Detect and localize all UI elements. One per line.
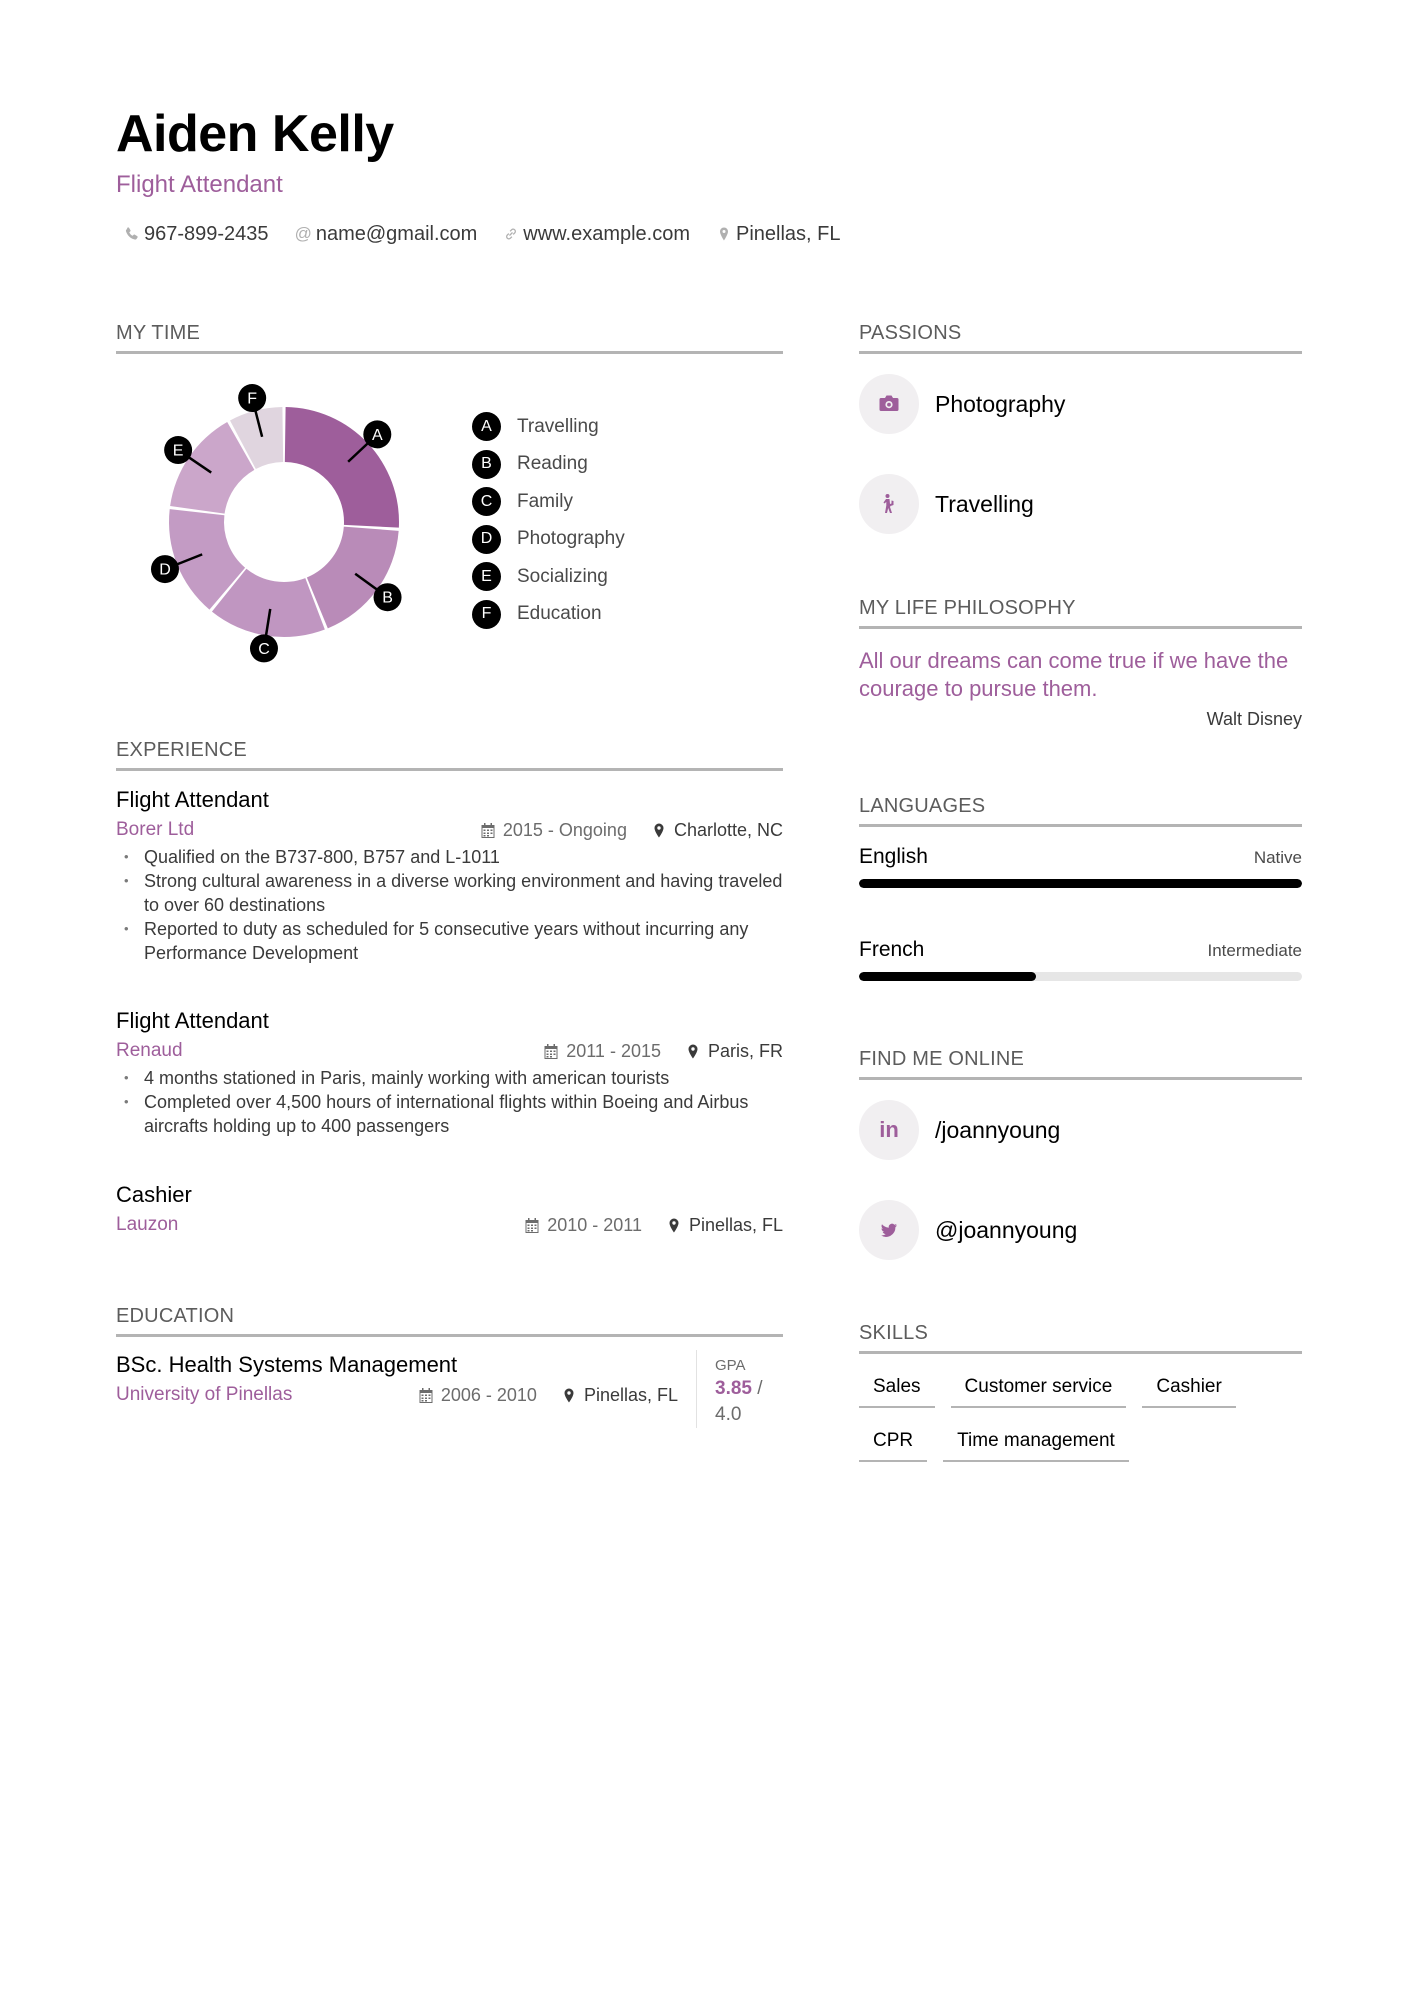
section-divider	[859, 824, 1302, 827]
legend-marker: A	[472, 412, 501, 441]
job-location-text: Paris, FR	[707, 1040, 783, 1061]
legend-marker: B	[472, 450, 501, 479]
section-title: MY LIFE PHILOSOPHY	[859, 597, 1076, 619]
calendar-icon	[418, 1387, 434, 1404]
candidate-title: Flight Attendant	[116, 171, 283, 198]
passion-label: Travelling	[935, 490, 1034, 517]
gpa-score: 3.85	[715, 1378, 752, 1399]
location-pin-icon	[685, 1043, 701, 1060]
phone-icon	[124, 226, 140, 242]
contact-location-text: Pinellas, FL	[736, 223, 841, 245]
svg-text:D: D	[159, 561, 171, 579]
language-proficiency-bar	[859, 972, 1302, 981]
job-title: Cashier	[116, 1182, 192, 1207]
location-pin-icon	[666, 1217, 682, 1234]
social-handle: /joannyoung	[935, 1116, 1061, 1143]
section-divider	[859, 351, 1302, 354]
section-divider	[859, 1077, 1302, 1080]
passion-item	[859, 474, 1302, 534]
legend-label: Reading	[517, 453, 588, 475]
candidate-name: Aiden Kelly	[116, 105, 394, 163]
education-entry	[116, 1350, 783, 1428]
edu-location	[561, 1385, 678, 1406]
section-title: FIND ME ONLINE	[859, 1048, 1025, 1070]
education-section	[116, 1303, 783, 1337]
calendar-icon	[543, 1043, 559, 1060]
section-title: PASSIONS	[859, 322, 962, 344]
skills-section	[859, 1320, 1302, 1478]
job-bullets	[116, 845, 783, 965]
job-bullet: • Strong cultural awareness in a diverse working environment and having traveled to over 60 destinations	[116, 869, 783, 917]
language-proficiency-bar	[859, 879, 1302, 888]
job-dates-text: 2011 - 2015	[566, 1040, 661, 1061]
section-title: EDUCATION	[116, 1305, 235, 1327]
company-name: Renaud	[116, 1040, 183, 1061]
passions-section	[859, 320, 1302, 534]
job-dates	[480, 820, 627, 841]
school-name: University of Pinellas	[116, 1384, 293, 1405]
legend-label: Family	[517, 490, 573, 512]
svg-text:A: A	[371, 426, 383, 444]
edu-dates-text: 2006 - 2010	[440, 1384, 537, 1405]
chart-legend	[472, 408, 625, 633]
link-icon	[503, 226, 519, 242]
edu-location-text: Pinellas, FL	[583, 1384, 678, 1405]
skill-tag: CPR	[859, 1424, 927, 1462]
legend-label: Education	[517, 603, 602, 625]
donut-segment-b	[307, 527, 399, 629]
company-name: Borer Ltd	[116, 819, 195, 840]
job-location	[651, 820, 783, 841]
skill-tag: Customer service	[951, 1370, 1127, 1408]
section-divider	[859, 626, 1302, 629]
legend-marker: F	[472, 600, 501, 629]
social-link-linkedin[interactable]	[859, 1100, 1302, 1160]
language-name: French	[859, 938, 925, 961]
location-pin-icon	[561, 1387, 577, 1404]
language-name: English	[859, 845, 928, 868]
job-bullet: • Reported to duty as scheduled for 5 consecutive years without incurring any Performance Development	[116, 917, 783, 965]
legend-item	[472, 521, 625, 559]
legend-label: Travelling	[517, 415, 599, 437]
job-bullet: • Qualified on the B737-800, B757 and L-1011	[116, 845, 783, 869]
legend-item	[472, 596, 625, 634]
legend-item	[472, 446, 625, 484]
svg-text:B: B	[382, 589, 393, 607]
section-title: LANGUAGES	[859, 795, 986, 817]
language-level: Intermediate	[1207, 941, 1302, 960]
language-item	[859, 938, 1302, 981]
legend-marker: E	[472, 562, 501, 591]
hiker-icon	[876, 491, 902, 517]
contact-website[interactable]	[503, 220, 690, 248]
svg-text:E: E	[172, 442, 184, 460]
calendar-icon	[480, 822, 496, 839]
camera-icon	[876, 391, 902, 417]
job-bullet: • 4 months stationed in Paris, mainly working with american tourists	[116, 1066, 783, 1090]
experience-entry	[116, 1180, 783, 1238]
contact-bar	[124, 220, 841, 248]
philosophy-section	[859, 595, 1302, 730]
passion-label: Photography	[935, 390, 1066, 417]
degree-title: BSc. Health Systems Management	[116, 1352, 458, 1377]
job-location	[685, 1041, 783, 1062]
contact-location	[716, 220, 841, 248]
social-handle: @joannyoung	[935, 1216, 1078, 1243]
job-dates-text: 2010 - 2011	[547, 1214, 642, 1235]
edu-dates	[418, 1385, 537, 1406]
philosophy-quote: All our dreams can come true if we have the courage to pursue them.	[859, 648, 1289, 701]
svg-text:C: C	[258, 640, 270, 658]
contact-email-text: name@gmail.com	[315, 223, 478, 245]
company-name: Lauzon	[116, 1214, 179, 1235]
skill-tag: Time management	[943, 1424, 1129, 1462]
skill-tag: Sales	[859, 1370, 935, 1408]
experience-section	[116, 737, 783, 771]
language-item	[859, 845, 1302, 888]
legend-marker: C	[472, 487, 501, 516]
languages-section	[859, 793, 1302, 981]
time-donut-chart	[140, 370, 430, 670]
contact-phone[interactable]	[124, 220, 269, 248]
section-divider	[116, 1334, 783, 1337]
job-location-text: Pinellas, FL	[688, 1214, 783, 1235]
find-me-online-section	[859, 1046, 1302, 1260]
legend-label: Photography	[517, 528, 625, 550]
language-level: Native	[1253, 848, 1302, 867]
passion-item	[859, 374, 1302, 434]
legend-label: Socializing	[517, 565, 608, 587]
contact-email[interactable]	[295, 220, 478, 248]
job-location	[666, 1215, 783, 1236]
at-icon: @	[294, 224, 312, 243]
job-dates	[543, 1041, 661, 1062]
linkedin-icon: in	[879, 1117, 899, 1142]
experience-entry	[116, 785, 783, 965]
job-bullets	[116, 1066, 783, 1138]
gpa-label: GPA	[715, 1357, 746, 1374]
my-time-section	[116, 320, 783, 354]
contact-phone-text: 967-899-2435	[144, 223, 269, 245]
contact-website-text: www.example.com	[523, 223, 691, 245]
svg-text:F: F	[247, 390, 258, 408]
experience-entry	[116, 1006, 783, 1138]
section-divider	[859, 1351, 1302, 1354]
location-pin-icon	[651, 822, 667, 839]
job-title: Flight Attendant	[116, 1008, 269, 1033]
job-title: Flight Attendant	[116, 787, 269, 812]
job-location-text: Charlotte, NC	[673, 819, 783, 840]
skills-list	[859, 1370, 1302, 1478]
quote-author: Walt Disney	[1206, 709, 1302, 729]
skill-tag: Cashier	[1142, 1370, 1235, 1408]
section-title: SKILLS	[859, 1322, 929, 1344]
legend-item	[472, 558, 625, 596]
location-pin-icon	[716, 226, 732, 242]
twitter-icon	[876, 1217, 902, 1243]
section-divider	[116, 351, 783, 354]
gpa-value	[715, 1376, 783, 1428]
legend-item	[472, 408, 625, 446]
gpa-block	[697, 1350, 783, 1428]
section-title: MY TIME	[116, 322, 201, 344]
legend-item	[472, 483, 625, 521]
calendar-icon	[524, 1217, 540, 1234]
legend-marker: D	[472, 525, 501, 554]
job-dates-text: 2015 - Ongoing	[502, 819, 627, 840]
social-link-twitter[interactable]	[859, 1200, 1302, 1260]
job-dates	[524, 1215, 642, 1236]
section-title: EXPERIENCE	[116, 739, 247, 761]
gpa-max: / 4.0	[715, 1378, 763, 1425]
section-divider	[116, 768, 783, 771]
job-bullet: • Completed over 4,500 hours of international flights within Boeing and Airbus aircrafts holding up to 400 passengers	[116, 1090, 783, 1138]
